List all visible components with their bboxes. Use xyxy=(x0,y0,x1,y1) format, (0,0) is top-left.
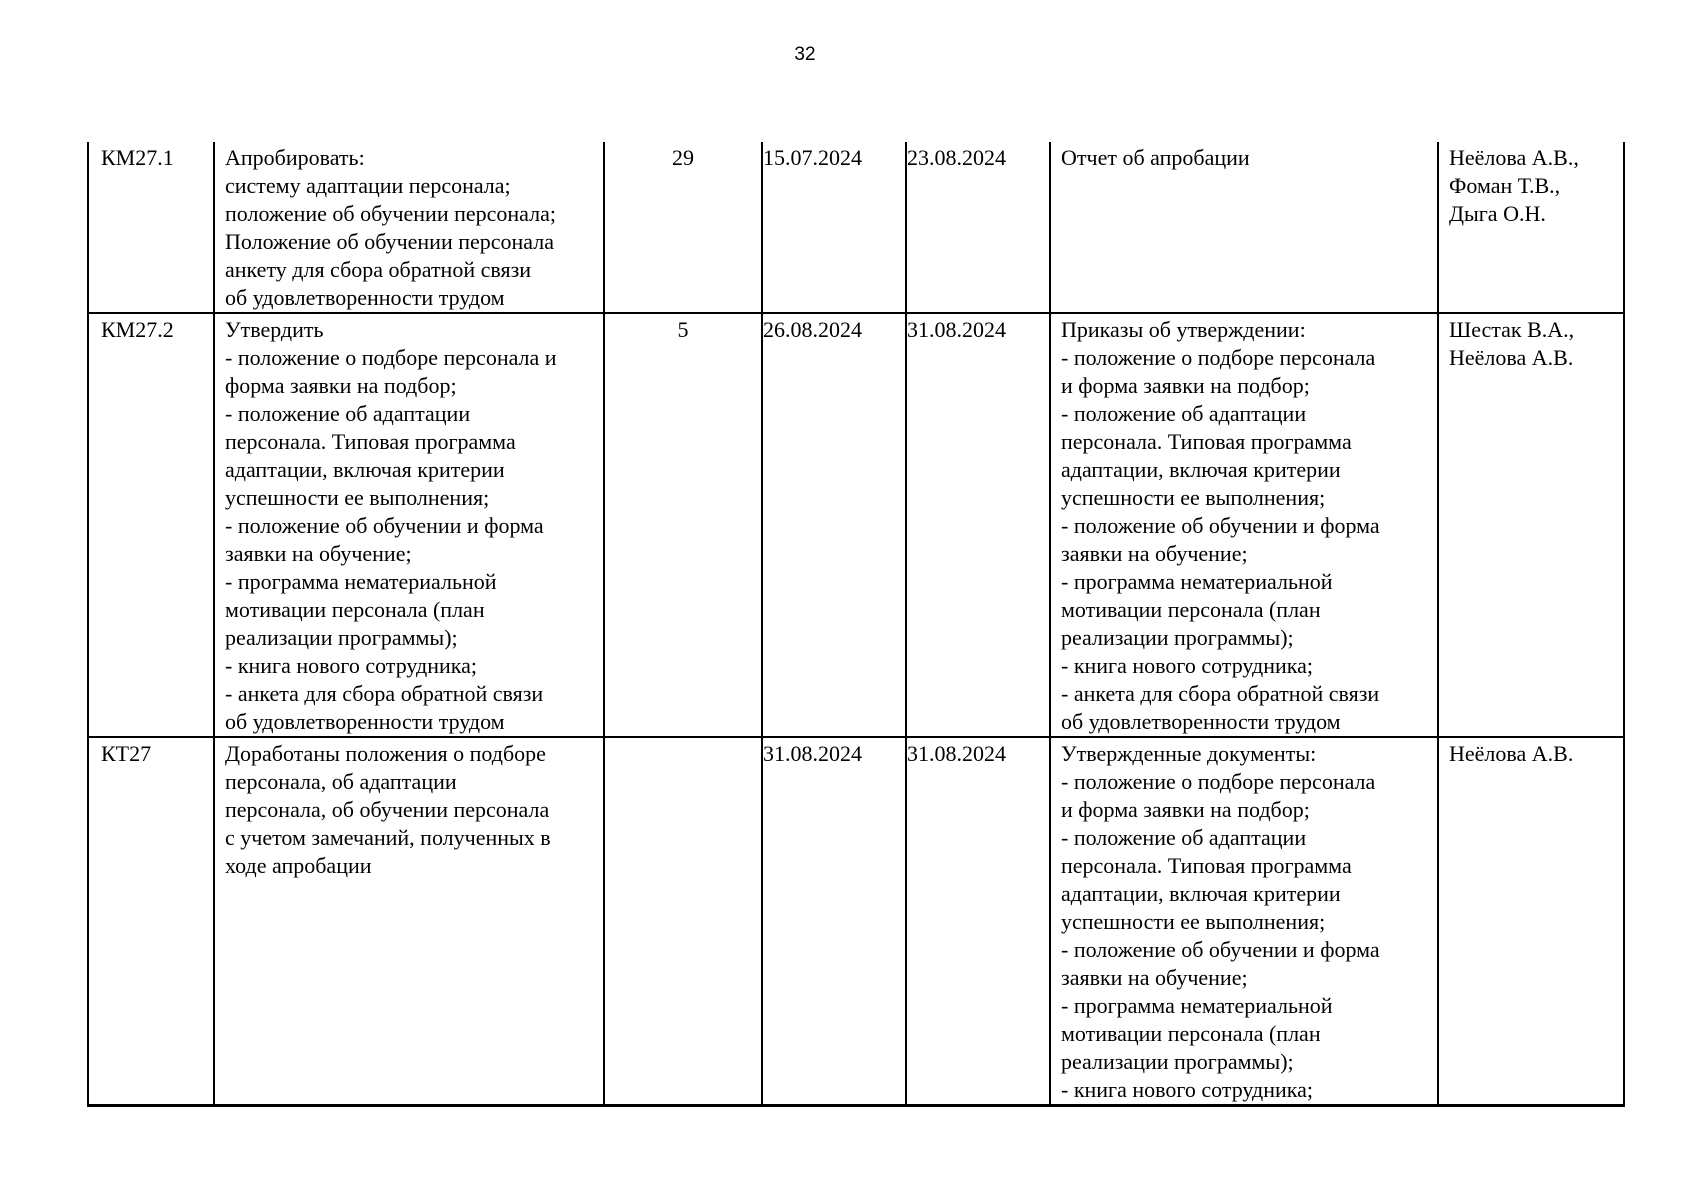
cell-result: Утвержденные документы: - положение о подборе персонала и форма заявки на подбор; - положение об адаптации персонала. Типовая программа адаптации, включая критерии успешности ее выполнения; - положение об обучении и форма заявки на обучение; - программа нематериальной мотивации персонала (план реализации программы); - книга нового сотрудника; xyxy=(1050,737,1438,1106)
table-row xyxy=(88,313,1624,737)
table-row xyxy=(88,142,1624,313)
cell-start-date: 31.08.2024 xyxy=(762,737,906,1106)
cell-duration xyxy=(604,737,762,1106)
cell-start-date: 26.08.2024 xyxy=(762,313,906,737)
plan-table xyxy=(87,142,1625,1107)
cell-start-date: 15.07.2024 xyxy=(762,142,906,313)
cell-code: КМ27.1 xyxy=(88,142,214,313)
cell-responsible: Шестак В.А., Неёлова А.В. xyxy=(1438,313,1624,737)
cell-task: Апробировать: систему адаптации персонала; положение об обучении персонала; Положение об обучении персонала анкету для сбора обратной связи об удовлетворенности трудом xyxy=(214,142,604,313)
cell-result: Отчет об апробации xyxy=(1050,142,1438,313)
cell-code: КМ27.2 xyxy=(88,313,214,737)
cell-result: Приказы об утверждении: - положение о подборе персонала и форма заявки на подбор; - положение об адаптации персонала. Типовая программа адаптации, включая критерии успешности ее выполнения; - положение об обучении и форма заявки на обучение; - программа нематериальной мотивации персонала (план реализации программы); - книга нового сотрудника; - анкета для сбора обратной связи об удовлетворенности трудом xyxy=(1050,313,1438,737)
cell-duration: 5 xyxy=(604,313,762,737)
cell-task: Доработаны положения о подборе персонала, об адаптации персонала, об обучении персонала с учетом замечаний, полученных в ходе апробации xyxy=(214,737,604,1106)
cell-responsible: Неёлова А.В. xyxy=(1438,737,1624,1106)
table-row xyxy=(88,737,1624,1106)
cell-responsible: Неёлова А.В., Фоман Т.В., Дыга О.Н. xyxy=(1438,142,1624,313)
cell-code: КТ27 xyxy=(88,737,214,1106)
cell-end-date: 31.08.2024 xyxy=(906,737,1050,1106)
cell-task: Утвердить - положение о подборе персонала и форма заявки на подбор; - положение об адаптации персонала. Типовая программа адаптации, включая критерии успешности ее выполнения; - положение об обучении и форма заявки на обучение; - программа нематериальной мотивации персонала (план реализации программы); - книга нового сотрудника; - анкета для сбора обратной связи об удовлетворенности трудом xyxy=(214,313,604,737)
cell-end-date: 31.08.2024 xyxy=(906,313,1050,737)
cell-duration: 29 xyxy=(604,142,762,313)
cell-end-date: 23.08.2024 xyxy=(906,142,1050,313)
page-number: 32 xyxy=(794,44,816,65)
